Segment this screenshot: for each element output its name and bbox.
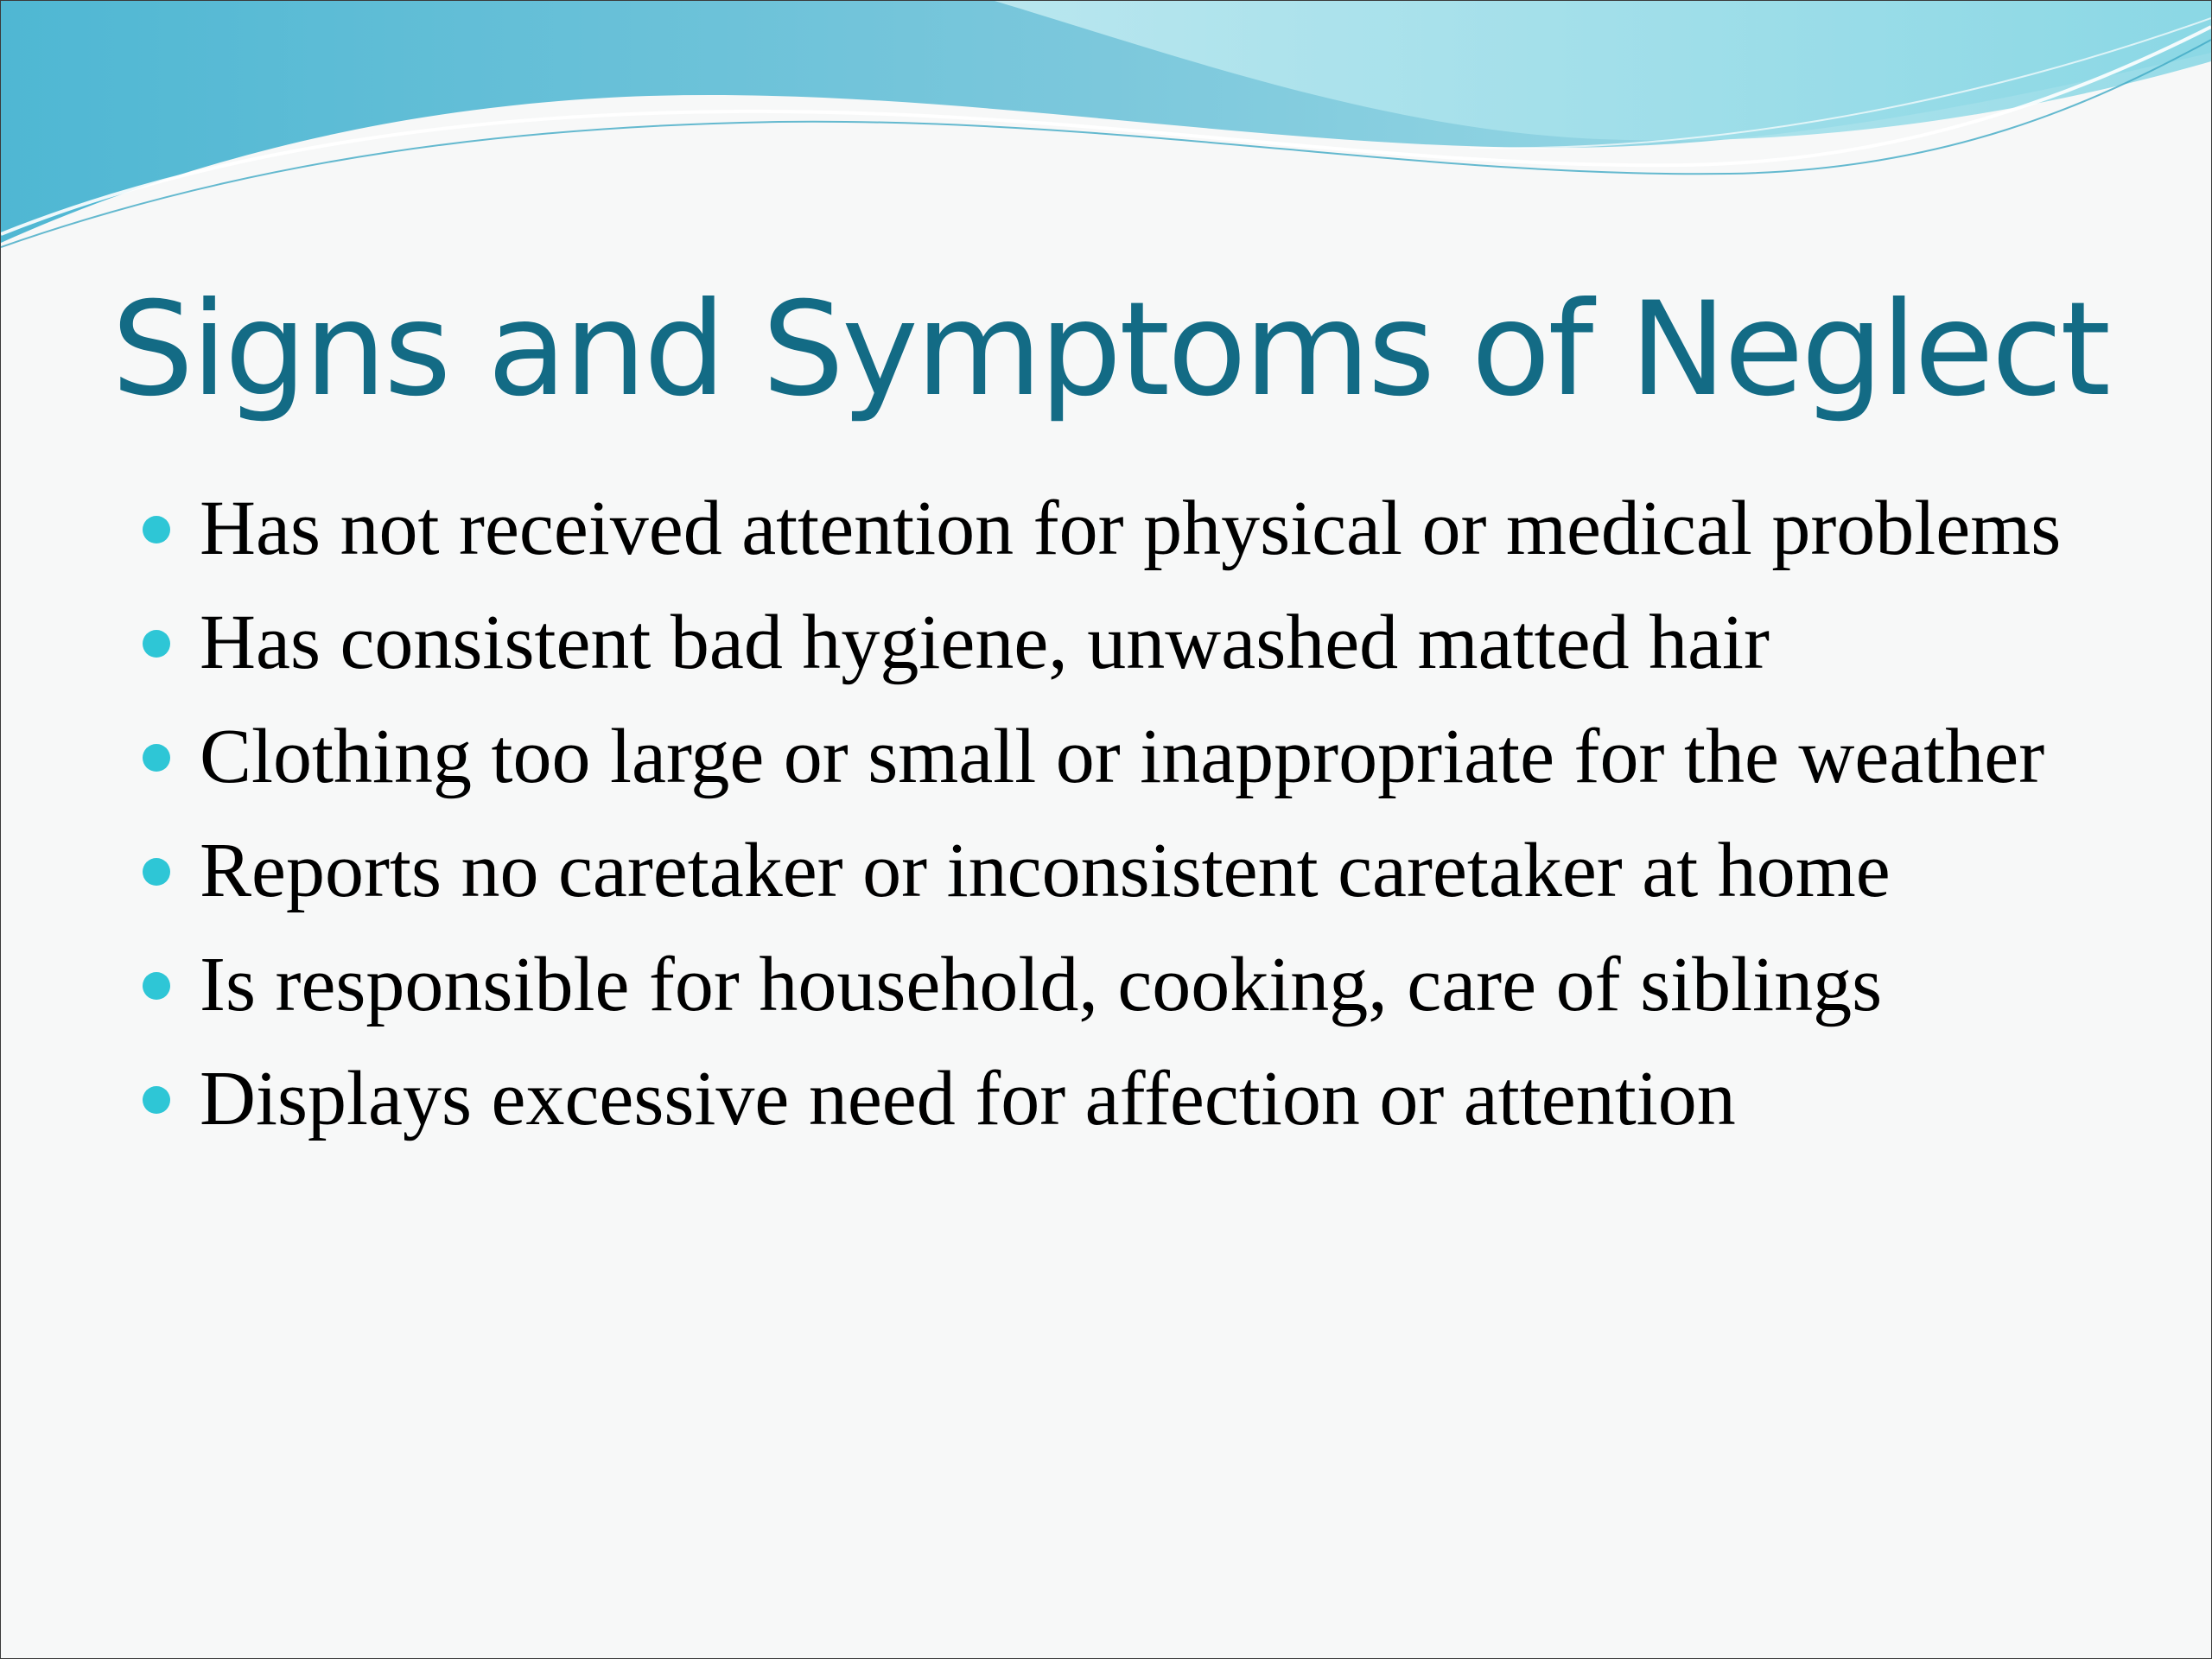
list-item-text: Clothing too large or small or inappropriate for the weather: [200, 714, 2045, 799]
list-item: [139, 823, 2126, 918]
list-item: [139, 709, 2126, 804]
list-item: [139, 595, 2126, 690]
list-item: [139, 481, 2126, 576]
bullet-dot-icon: [143, 972, 170, 1000]
bullet-dot-icon: [143, 1086, 170, 1114]
bullet-dot-icon: [143, 516, 170, 543]
bullet-list: [139, 481, 2126, 1166]
slide-title: Signs and Symptoms of Neglect: [111, 275, 2108, 425]
bullet-dot-icon: [143, 630, 170, 658]
bullet-dot-icon: [143, 744, 170, 772]
list-item-text: Displays excessive need for affection or attention: [200, 1056, 1736, 1141]
header-wave-decoration: [1, 1, 2211, 260]
list-item-text: Has not received attention for physical or medical problems: [200, 486, 2062, 571]
list-item: [139, 1052, 2126, 1147]
bullet-dot-icon: [143, 858, 170, 886]
list-item-text: Has consistent bad hygiene, unwashed matted hair: [200, 600, 1770, 685]
list-item-text: Reports no caretaker or inconsistent caretaker at home: [200, 828, 1891, 913]
list-item: [139, 938, 2126, 1033]
list-item-text: Is responsible for household, cooking, care of siblings: [200, 942, 1883, 1027]
